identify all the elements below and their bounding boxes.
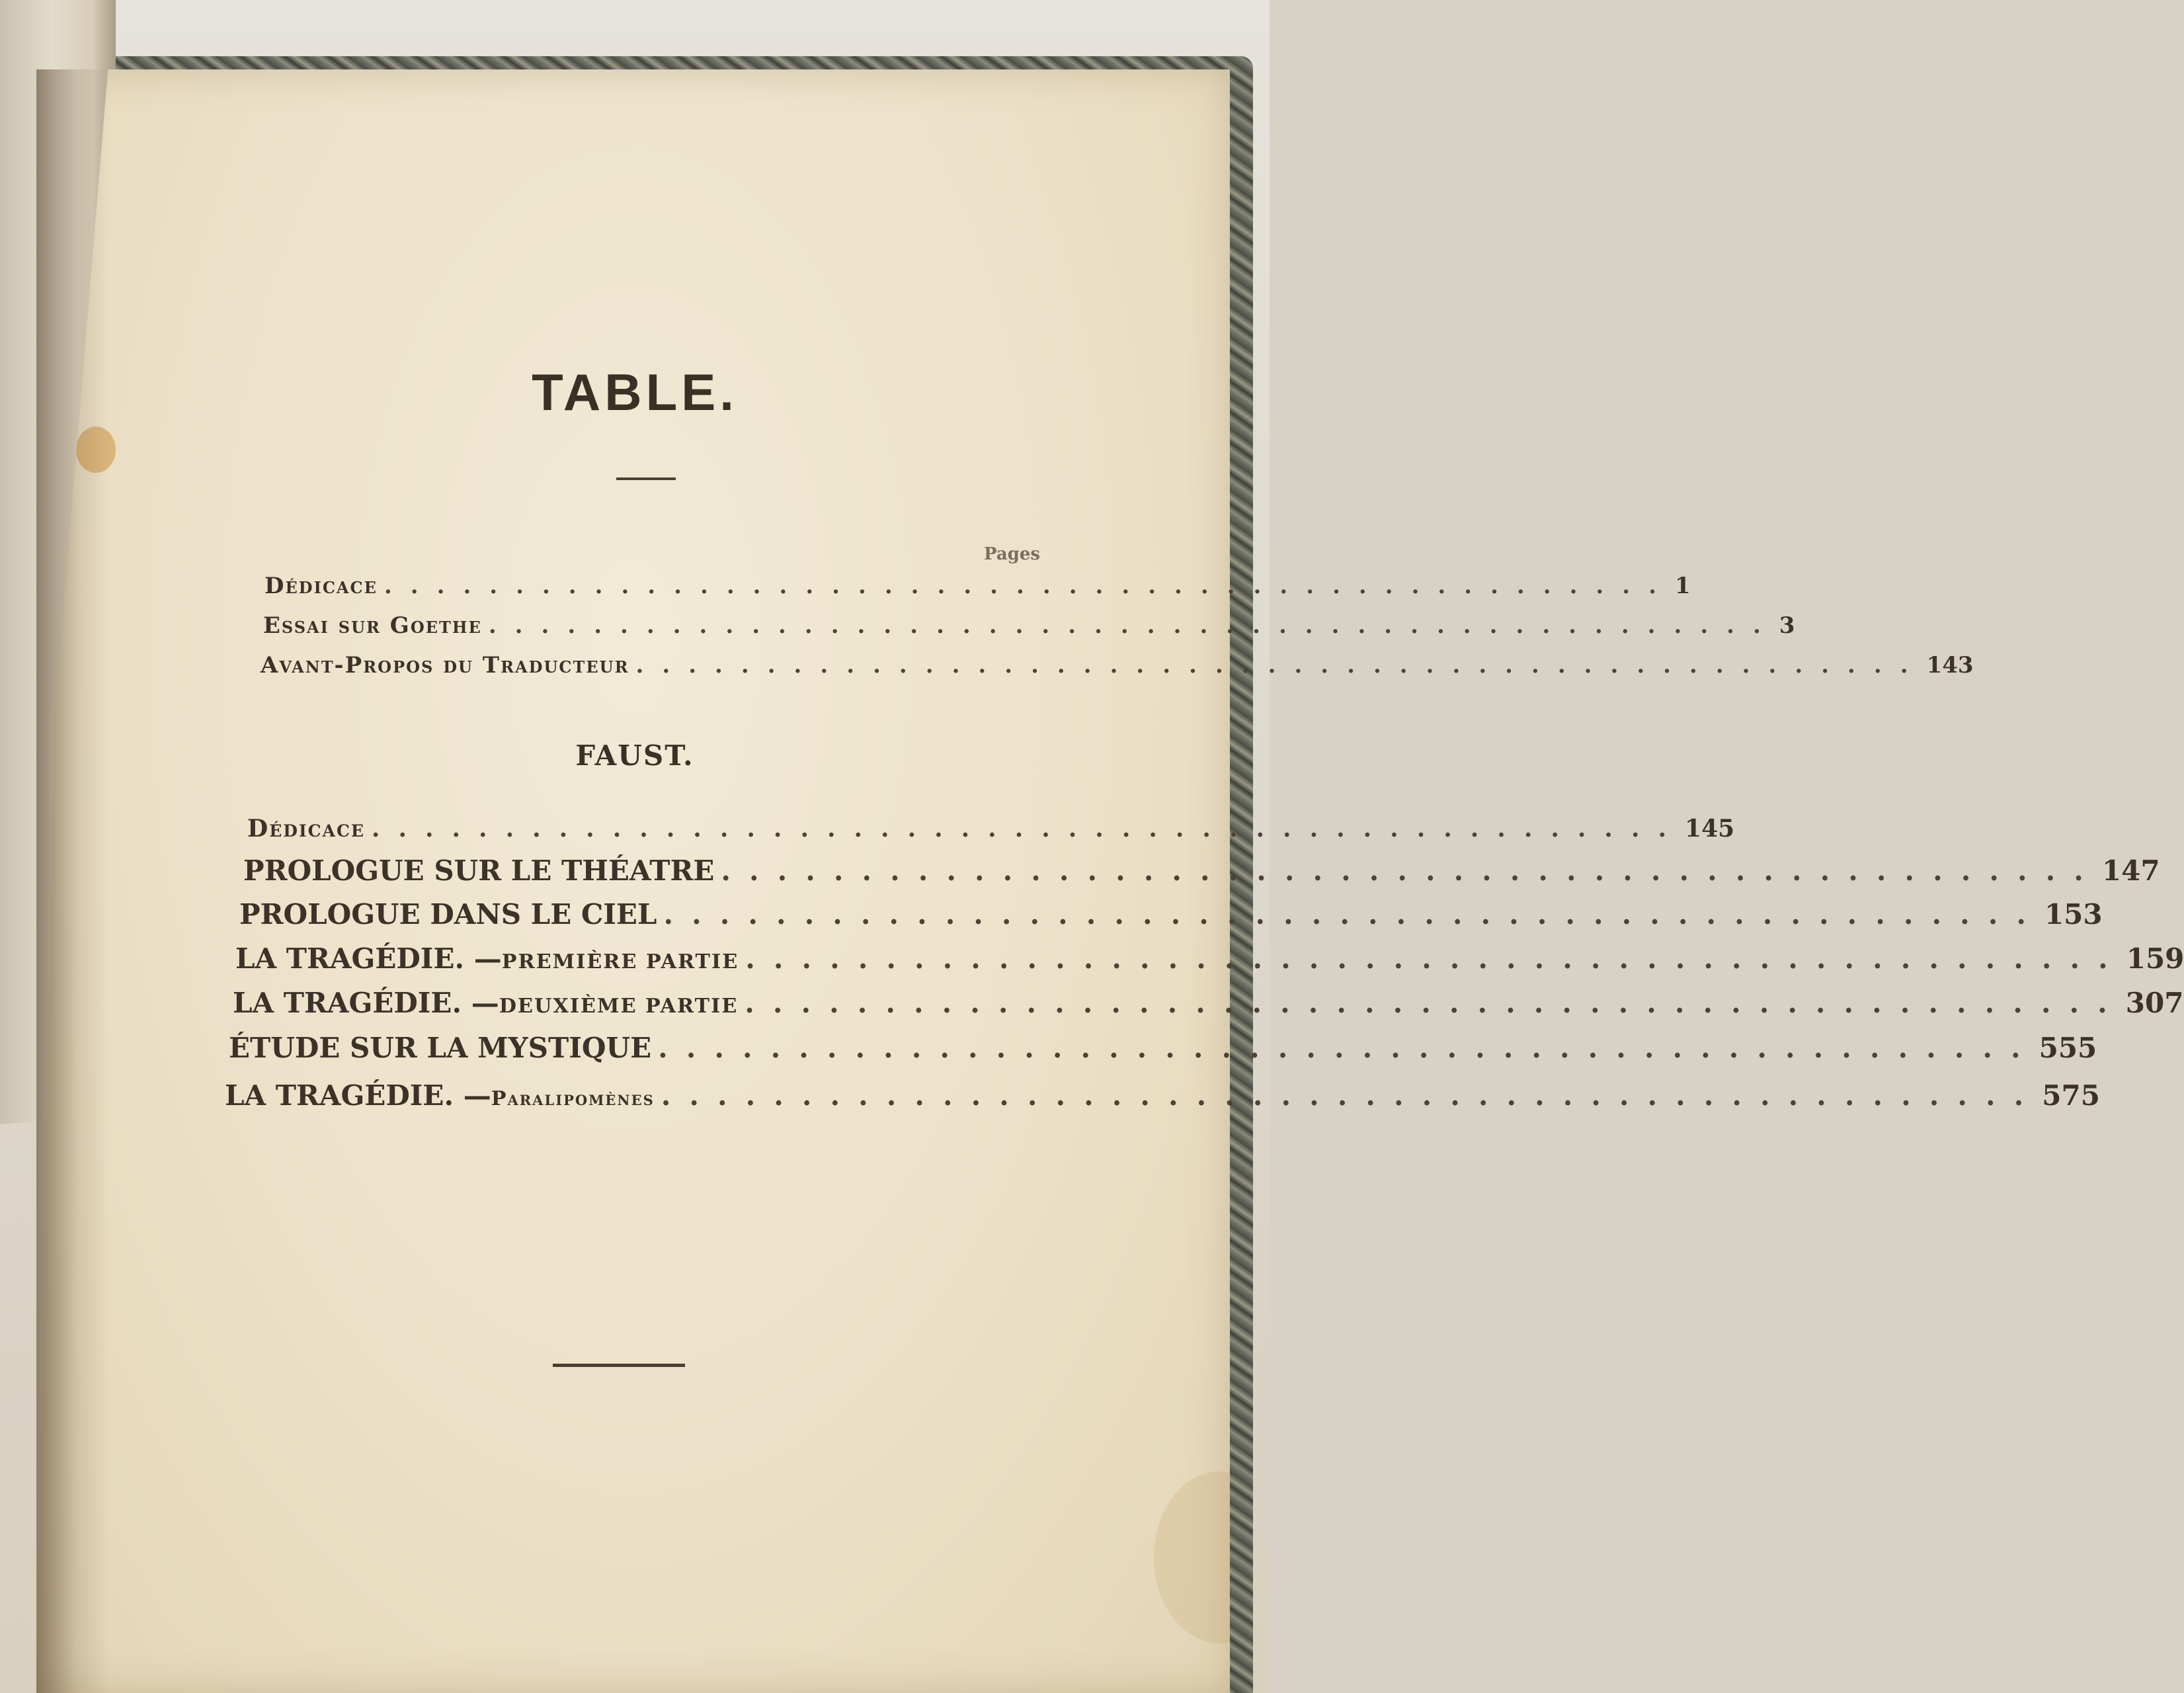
- toc-entry-label: PROLOGUE SUR LE THÉATRE: [243, 854, 715, 887]
- toc-leader-dots: .................................................: [384, 573, 1675, 599]
- toc-leader-dots: .................................................: [745, 942, 2126, 975]
- toc-leader-dots: .................................................: [745, 987, 2126, 1019]
- closing-rule: [553, 1364, 685, 1367]
- toc-entry-page: 307: [2125, 987, 2184, 1019]
- toc-entry: [239, 898, 2103, 930]
- toc-entry: [229, 1032, 2097, 1064]
- toc-leader-dots: .................................................: [658, 1032, 2039, 1064]
- toc-entry: [225, 1079, 2100, 1112]
- toc-leader-dots: .................................................: [663, 898, 2044, 930]
- toc-entry-page: 145: [1685, 815, 1735, 843]
- section-title: FAUST.: [575, 739, 694, 772]
- toc-leader-dots: .................................................: [661, 1079, 2042, 1112]
- toc-entry-page: 555: [2039, 1032, 2097, 1064]
- toc-entry: [247, 815, 1735, 843]
- toc-entry-sublabel: PREMIÈRE PARTIE: [501, 950, 739, 973]
- toc-entry: [261, 652, 1974, 679]
- toc-entry-page: 153: [2044, 898, 2103, 930]
- toc-entry-page: 1: [1674, 573, 1691, 599]
- toc-entry: [233, 987, 2184, 1019]
- toc-entry-label: Dédicace: [247, 815, 365, 843]
- pages-column-label: Pages: [984, 544, 1041, 564]
- toc-entry-label: PROLOGUE DANS LE CIEL: [239, 898, 657, 930]
- toc-leader-dots: .................................................: [721, 854, 2102, 887]
- toc-leader-dots: .................................................: [635, 652, 1927, 679]
- toc-entry-label: ÉTUDE SUR LA MYSTIQUE: [229, 1032, 652, 1064]
- toc-entry-label: Dédicace: [264, 573, 378, 599]
- toc-entry: [235, 942, 2184, 975]
- toc-entry-sublabel: DEUXIÈME PARTIE: [499, 995, 739, 1018]
- toc-entry-page: 147: [2101, 854, 2160, 887]
- toc-entry-label: LA TRAGÉDIE. —: [225, 1079, 491, 1112]
- toc-entry: [264, 573, 1691, 599]
- toc-entry-label: LA TRAGÉDIE. —: [233, 987, 499, 1019]
- toc-entry-page: 575: [2042, 1079, 2100, 1112]
- toc-entry: [243, 854, 2160, 887]
- toc-entry-sublabel: Paralipomènes: [491, 1087, 655, 1110]
- toc-entry-page: 159: [2126, 942, 2184, 975]
- toc-entry-label: LA TRAGÉDIE. —: [235, 942, 502, 975]
- toc-leader-dots: .................................................: [488, 612, 1779, 639]
- toc-entry-page: 143: [1926, 652, 1974, 679]
- toc-leader-dots: .................................................: [371, 815, 1685, 843]
- toc-entry-label: Avant-Propos du Traducteur: [261, 652, 629, 679]
- toc-entry: [263, 612, 1795, 639]
- toc-entry-page: 3: [1779, 612, 1795, 639]
- toc-entry-label: Essai sur Goethe: [263, 612, 482, 639]
- title-rule: [616, 477, 676, 480]
- page-title: TABLE.: [532, 363, 738, 421]
